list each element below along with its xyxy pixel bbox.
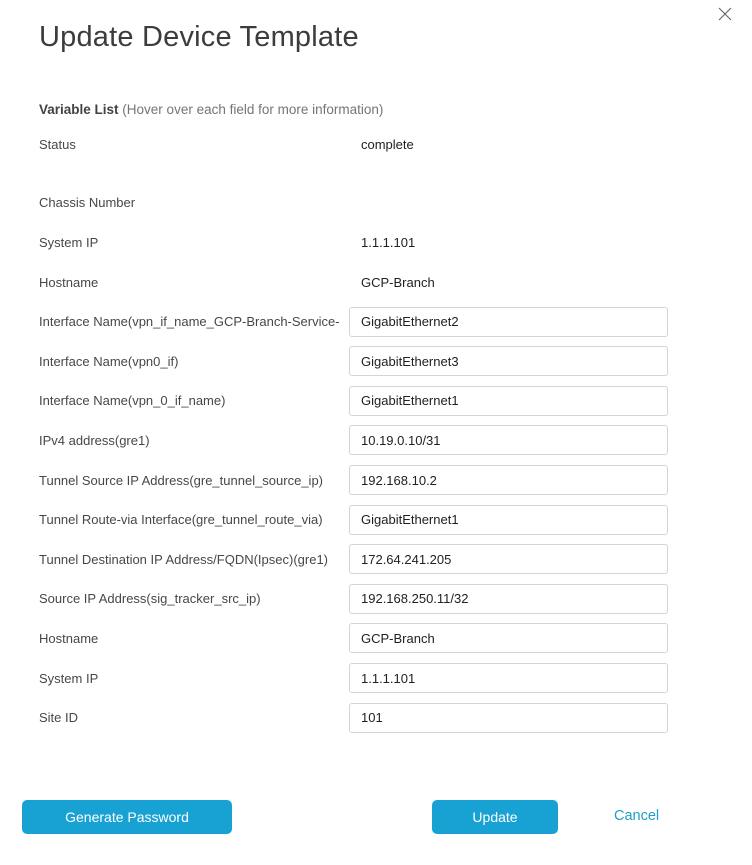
tunnel-route-via-input[interactable] bbox=[349, 505, 668, 535]
variable-list-hint: (Hover over each field for more information) bbox=[118, 102, 384, 117]
interface-name-vpn0-if-input[interactable] bbox=[349, 346, 668, 376]
system-ip-label: System IP bbox=[39, 670, 99, 686]
row-system-ip-readonly bbox=[39, 223, 752, 263]
source-ip-address-input[interactable] bbox=[349, 584, 668, 614]
row-hostname-readonly bbox=[39, 262, 752, 302]
row-hostname bbox=[39, 619, 752, 659]
interface-name-vpn0-if-label: Interface Name(vpn0_if) bbox=[39, 353, 179, 369]
row-status bbox=[39, 125, 752, 165]
hostname-readonly-value: GCP-Branch bbox=[361, 274, 435, 290]
status-label: Status bbox=[39, 137, 76, 153]
variable-list-title: Variable List bbox=[39, 102, 119, 117]
variable-list-header bbox=[39, 102, 752, 117]
row-source-ip-address bbox=[39, 579, 752, 619]
tunnel-destination-ip-label: Tunnel Destination IP Address/FQDN(Ipsec)(gre1) bbox=[39, 551, 329, 567]
chassis-number-label: Chassis Number bbox=[39, 195, 136, 211]
close-x-glyph bbox=[718, 7, 732, 21]
row-system-ip bbox=[39, 658, 752, 698]
interface-name-vpn-0-if-name-label: Interface Name(vpn_0_if_name) bbox=[39, 393, 226, 409]
system-ip-readonly-label: System IP bbox=[39, 234, 99, 250]
row-interface-name-service-vpn bbox=[39, 302, 752, 342]
site-id-input[interactable] bbox=[349, 703, 668, 733]
hostname-readonly-label: Hostname bbox=[39, 274, 99, 290]
hostname-input[interactable] bbox=[349, 623, 668, 653]
dialog-footer bbox=[0, 800, 752, 834]
system-ip-input[interactable] bbox=[349, 663, 668, 693]
update-button[interactable]: Update bbox=[432, 800, 558, 834]
hostname-label: Hostname bbox=[39, 630, 99, 646]
row-tunnel-source-ip bbox=[39, 460, 752, 500]
interface-name-service-vpn-label: Interface Name(vpn_if_name_GCP-Branch-Service- bbox=[39, 314, 340, 330]
source-ip-address-label: Source IP Address(sig_tracker_src_ip) bbox=[39, 591, 261, 607]
row-chassis-number bbox=[39, 183, 752, 223]
row-tunnel-destination-ip bbox=[39, 539, 752, 579]
interface-name-vpn-0-if-name-input[interactable] bbox=[349, 386, 668, 416]
row-interface-name-vpn0-if bbox=[39, 341, 752, 381]
site-id-label: Site ID bbox=[39, 710, 79, 726]
tunnel-destination-ip-input[interactable] bbox=[349, 544, 668, 574]
page-title: Update Device Template bbox=[39, 21, 359, 53]
row-interface-name-vpn-0-if-name bbox=[39, 381, 752, 421]
close-icon[interactable] bbox=[717, 6, 733, 22]
tunnel-source-ip-input[interactable] bbox=[349, 465, 668, 495]
ipv4-address-gre1-label: IPv4 address(gre1) bbox=[39, 432, 150, 448]
row-ipv4-address-gre1 bbox=[39, 421, 752, 461]
system-ip-readonly-value: 1.1.1.101 bbox=[361, 234, 416, 250]
generate-password-button[interactable]: Generate Password bbox=[22, 800, 232, 834]
interface-name-service-vpn-input[interactable] bbox=[349, 307, 668, 337]
row-tunnel-route-via bbox=[39, 500, 752, 540]
ipv4-address-gre1-input[interactable] bbox=[349, 425, 668, 455]
status-value: complete bbox=[361, 137, 414, 153]
row-site-id bbox=[39, 698, 752, 738]
variable-rows bbox=[39, 125, 752, 737]
tunnel-source-ip-label: Tunnel Source IP Address(gre_tunnel_source_ip) bbox=[39, 472, 324, 488]
tunnel-route-via-label: Tunnel Route-via Interface(gre_tunnel_route_via) bbox=[39, 512, 323, 528]
cancel-link[interactable]: Cancel bbox=[614, 808, 660, 824]
